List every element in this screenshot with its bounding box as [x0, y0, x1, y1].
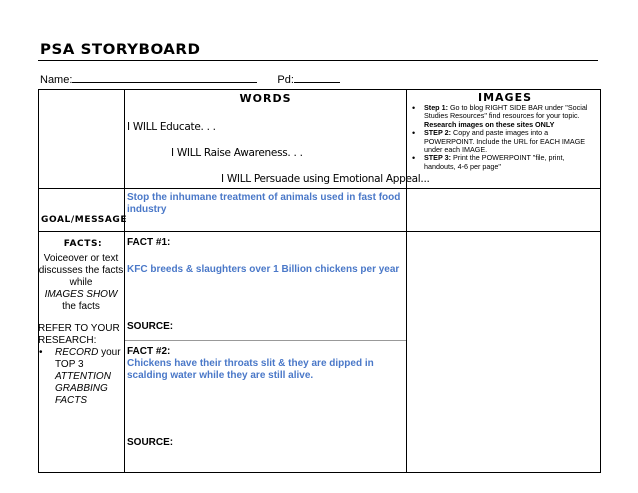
table-border-right	[600, 89, 601, 473]
step-text: Go to blog RIGHT SIDE BAR under "Social Studies Resources" find resources for your topic.	[424, 103, 588, 121]
storyboard-table	[38, 89, 601, 473]
step-item	[410, 129, 598, 154]
awareness-line: I WILL Raise Awareness. . .	[171, 147, 303, 159]
name-label: Name:	[40, 74, 73, 86]
table-border-bottom	[38, 472, 601, 473]
column-divider-1	[124, 89, 125, 473]
refer-label: REFER TO YOUR RESEARCH:	[38, 323, 120, 346]
pd-field[interactable]	[294, 71, 340, 83]
fact1-label: FACT #1:	[127, 237, 171, 248]
step-label: STEP 2:	[424, 128, 452, 138]
image-steps-list	[410, 104, 598, 171]
name-row	[40, 71, 340, 86]
table-border-top	[38, 89, 601, 90]
goal-label: GOAL/MESSAGE	[41, 215, 128, 225]
refer-list	[38, 347, 124, 407]
row-divider-source1	[125, 340, 406, 341]
words-heading: WORDS	[239, 92, 292, 105]
title-divider	[38, 60, 598, 61]
refer-item-italic: ATTENTION GRABBING FACTS	[55, 371, 111, 406]
step-label: STEP 3:	[424, 153, 452, 163]
pd-label: Pd:	[277, 74, 294, 86]
facts-description	[38, 253, 124, 313]
goal-text: Stop the inhumane treatment of animals used in fast food industry	[127, 192, 401, 215]
refer-item	[38, 347, 124, 407]
step-text: Print the POWERPOINT "file, print, handouts, 4-6 per page"	[424, 153, 565, 171]
column-divider-2	[406, 89, 407, 473]
source2-label: SOURCE:	[127, 437, 174, 448]
educate-line: I WILL Educate. . .	[127, 121, 216, 133]
images-heading: IMAGES	[477, 91, 533, 104]
fact1-text: KFC breeds & slaughters over 1 Billion chickens per year	[127, 264, 400, 275]
facts-label: FACTS:	[63, 239, 103, 249]
row-divider-header	[38, 188, 601, 189]
source1-label: SOURCE:	[127, 321, 174, 332]
facts-desc-text: Voiceover or text discusses the facts while	[38, 253, 124, 288]
row-divider-goal	[38, 231, 601, 232]
page-title: PSA STORYBOARD	[40, 40, 201, 58]
facts-desc-italic: IMAGES SHOW	[44, 289, 118, 300]
fact2-text: Chickens have their throats slit & they are dipped in scalding water while they are still alive.	[127, 358, 374, 381]
persuade-line: I WILL Persuade using Emotional Appeal...	[221, 173, 430, 185]
facts-desc-end: the facts	[62, 301, 100, 312]
fact2-label: FACT #2:	[127, 346, 171, 357]
step-label: Step 1:	[424, 103, 448, 112]
step-text: Copy and paste images into a POWERPOINT. Include the URL for EACH IMAGE under each IMAGE.	[424, 128, 586, 155]
step-bold-text: Research images on these sites ONLY	[424, 119, 555, 129]
refer-item-italic: RECORD	[55, 347, 99, 358]
step-item	[410, 154, 598, 171]
step-item	[410, 104, 598, 129]
refer-item-text: your TOP 3	[55, 347, 121, 370]
name-field[interactable]	[72, 71, 257, 83]
